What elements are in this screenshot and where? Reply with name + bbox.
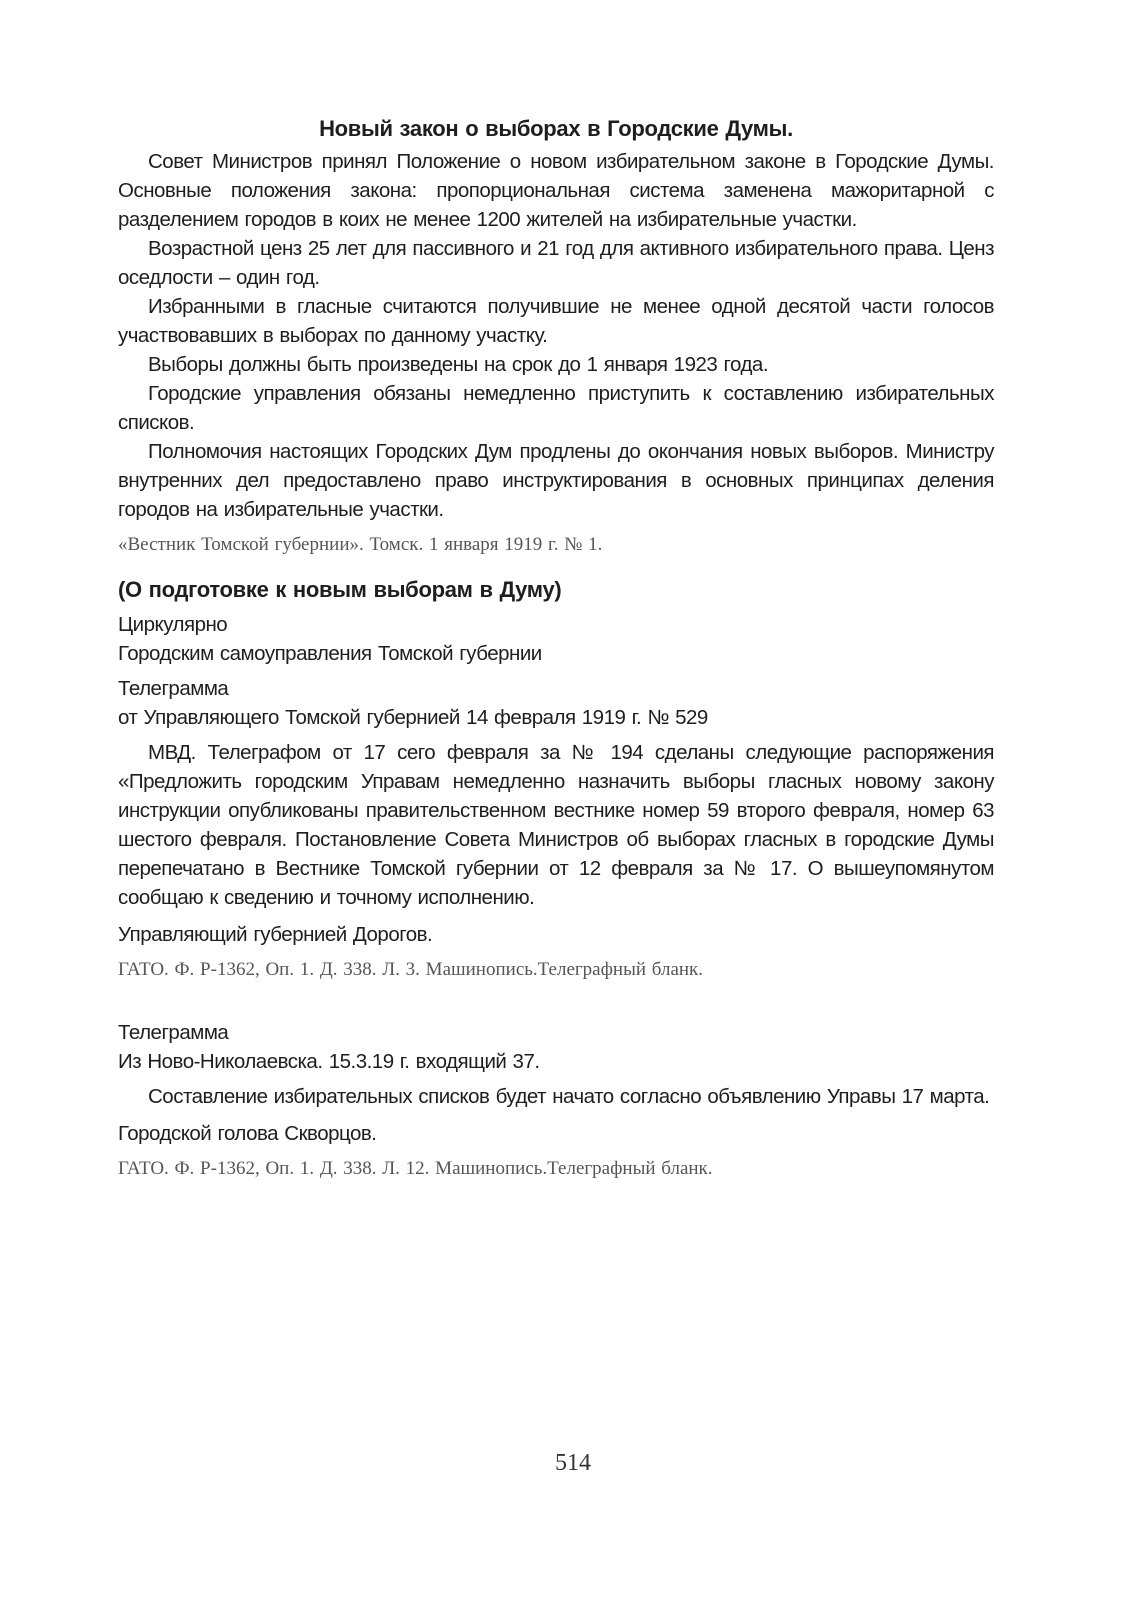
paragraph: Выборы должны быть произведены на срок до 1 января 1923 года. <box>148 353 769 376</box>
telegram-heading: Телеграмма <box>118 1021 229 1044</box>
paragraph: Городские управления обязаны немедленно приступить к составлению избирательных списков. <box>118 382 994 434</box>
telegram-heading: Телеграмма <box>118 677 229 700</box>
address-line: Городским самоуправления Томской губернии <box>118 642 542 665</box>
signature: Управляющий губернией Дорогов. <box>118 923 433 946</box>
page-number: 514 <box>555 1450 591 1476</box>
address-line: Циркулярно <box>118 613 228 636</box>
paragraph: Полномочия настоящих Городских Дум продлены до окончания новых выборов. Министру внутренних дел предоставлено право инструктирования в основных принципах деления городов на избирательные участки. <box>118 440 994 521</box>
source-citation: ГАТО. Ф. Р-1362, Оп. 1. Д. 338. Л. 12. Машинопись.Телеграфный бланк. <box>118 1158 713 1179</box>
telegram-from: Из Ново-Николаевска. 15.3.19 г. входящий 37. <box>118 1050 540 1073</box>
document-page <box>118 108 994 1183</box>
section-title: Новый закон о выборах в Городские Думы. <box>319 116 793 141</box>
source-citation: «Вестник Томской губернии». Томск. 1 января 1919 г. № 1. <box>118 534 603 555</box>
paragraph: Совет Министров принял Положение о новом избирательном законе в Городские Думы. Основные положения закона: пропорциональная система заменена мажоритарной с разделением городов в коих не менее 1200 жителей на избирательные участки. <box>118 150 994 231</box>
paragraph: Избранными в гласные считаются получившие не менее одной десятой части голосов участвовавших в выборах по данному участку. <box>118 295 994 347</box>
paragraph: Возрастной ценз 25 лет для пассивного и 21 год для активного избирательного права. Ценз оседлости – один год. <box>118 237 994 289</box>
source-citation: ГАТО. Ф. Р-1362, Оп. 1. Д. 338. Л. 3. Машинопись.Телеграфный бланк. <box>118 959 704 980</box>
telegram-from: от Управляющего Томской губернией 14 февраля 1919 г. № 529 <box>118 706 708 729</box>
section-title: (О подготовке к новым выборам в Думу) <box>118 577 562 602</box>
telegram-body: МВД. Телеграфом от 17 сего февраля за № 194 сделаны следующие распоряжения «Предложить городским Управам немедленно назначить выборы гласных новому закону инструкции опубликованы правительственном вестнике номер 59 второго февраля, номер 63 шестого февраля. Постановление Совета Министров об выборах гласных в городские Думы перепечатано в Вестнике Томской губернии от 12 февраля за № 17. О вышеупомянутом сообщаю к сведению и точному исполнению. <box>118 741 994 909</box>
telegram-body: Составление избирательных списков будет начато согласно объявлению Управы 17 марта. <box>148 1085 990 1108</box>
signature: Городской голова Скворцов. <box>118 1122 377 1145</box>
